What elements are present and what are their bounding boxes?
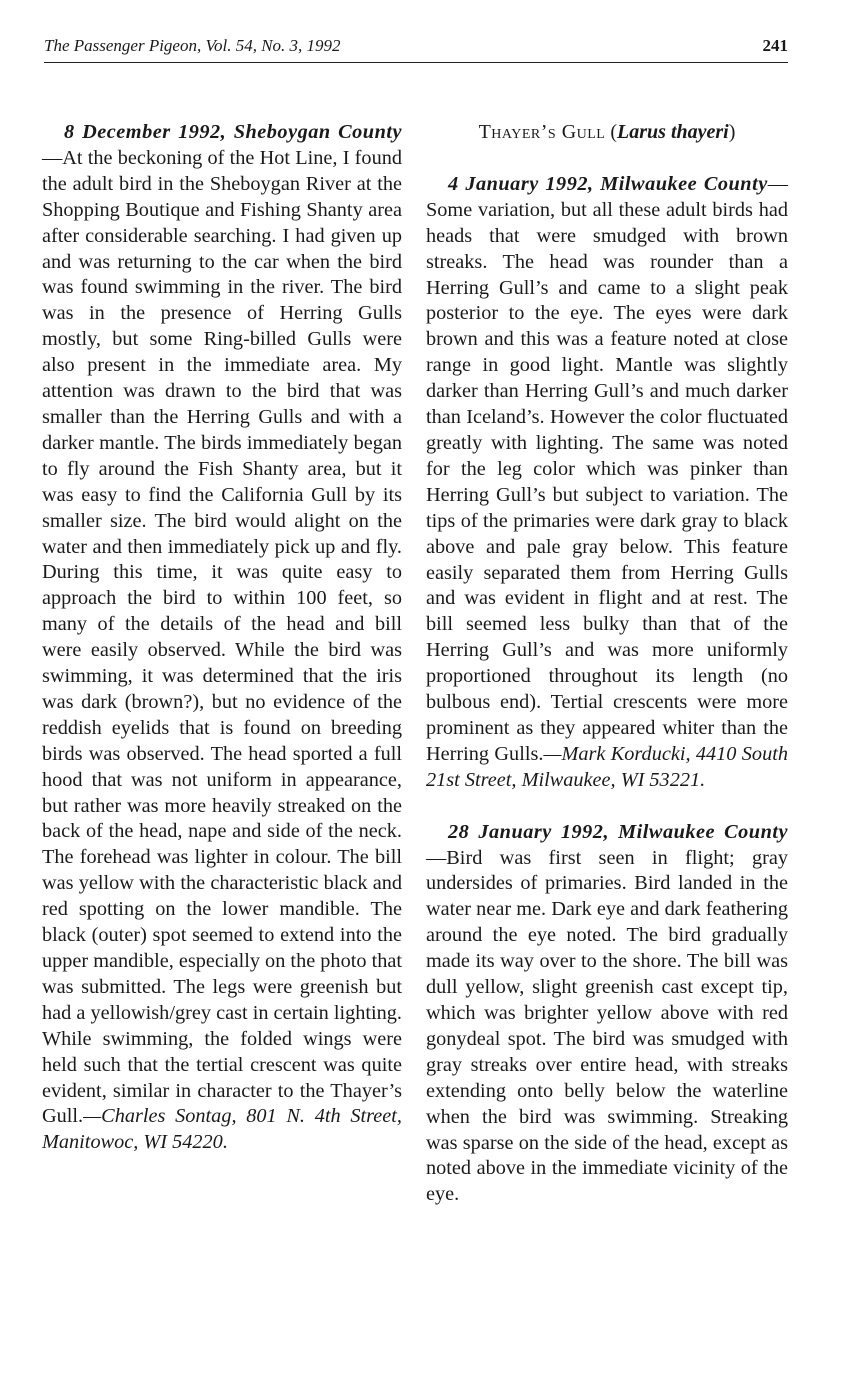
sighting-entry-milwaukee-2 — [426, 820, 788, 1209]
page-number: 241 — [762, 36, 788, 55]
left-column — [42, 120, 402, 1156]
paragraph-gap — [426, 794, 788, 820]
entry-signature: —Charles Sontag, 801 N. 4th Street, Manitowoc, WI 54220. — [42, 1105, 402, 1154]
sighting-entry-sheboygan — [42, 120, 402, 1156]
species-latin-name: Larus thayeri — [617, 121, 729, 143]
entry-body: —At the beckoning of the Hot Line, I found the adult bird in the Sheboygan River at the Shopping Boutique and Fishing Shanty area after considerable searching. I had given up and was returning to the car when the bird was found swimming in the river. The bird was in the presence of Herring Gulls mostly, but some Ring-billed Gulls were also present in the immediate area. My attention was drawn to the bird that was smaller than the Herring Gulls and with a darker mantle. The birds immediately began to fly around the Fish Shanty area, but it was easy to find the California Gull by its smaller size. The bird would alight on the water and then immediately pick up and fly. During this time, it was quite easy to approach the bird to within 100 feet, so many of the details of the head and bill were easily observed. While the bird was swimming, it was determined that the iris was dark (brown?), but no evidence of the reddish eyelids that is found on breeding birds was observed. The head sported a full hood that was not uniform in appearance, but rather was more heavily streaked on the back of the head, nape and side of the neck. The forehead was lighter in colour. The bill was yellow with the characteristic black and red spotting on the lower mandible. The black (outer) spot seemed to extend into the upper mandible, especially on the photo that was submitted. The legs were greenish but had a yellowish/grey cast in certain lighting. While swimming, the folded wings were held such that the tertial crescent was quite evident, similar in character to the Thayer’s Gull. — [42, 146, 402, 1128]
entry-lead: 8 December 1992, Sheboygan County — [64, 121, 402, 143]
running-header — [44, 36, 788, 56]
species-name: Thayer’s Gull — [478, 121, 606, 143]
header-rule — [44, 62, 788, 63]
entry-lead: 4 January 1992, Milwaukee County — [448, 172, 768, 195]
entry-body: —Bird was first seen in flight; gray undersides of primaries. Bird landed in the water near me. Dark eye and dark feathering around the eye noted. The bird gradually made its way over to the shore. The bill was dull yellow, slight greenish cast except tip, which was brighter yellow above with red gonydeal spot. The bird was smudged with gray streaks over entire head, with streaks extending onto belly below the waterline when the bird was swimming. Streaking was sparse on the side of the head, except as noted above in the immediate vicinity of the eye. — [426, 846, 788, 1206]
entry-signature: —Mark Korducki, 4410 South 21st Street, Milwaukee, WI 53221. — [426, 742, 788, 791]
sighting-entry-milwaukee-1 — [426, 172, 788, 794]
section-title: Thayer’s Gull (Larus thayeri) — [478, 121, 736, 143]
journal-citation: The Passenger Pigeon, Vol. 54, No. 3, 1992 — [44, 36, 341, 55]
entry-lead: 28 January 1992, Milwaukee County — [448, 820, 788, 843]
entry-body: —Some variation, but all these adult birds had heads that were smudged with brown streaks. The head was rounder than a Herring Gull’s and came to a slight peak posterior to the eye. The eyes were dark brown and this was a feature noted at close range in good light. Mantle was slightly darker than Herring Gull’s and much darker than Iceland’s. However the color fluctuated greatly with lighting. The same was noted for the leg color which was pinker than Herring Gull’s but subject to variation. The tips of the primaries were dark gray to black above and pale gray below. This feature easily separated them from Herring Gulls and was evident in flight and at rest. The bill seemed less bulky than that of the Herring Gull’s and was more uniformly proportioned throughout its length (no bulbous end). Tertial crescents were more prominent as they appeared whiter than the Herring Gulls. — [426, 172, 788, 765]
right-column — [426, 120, 788, 1208]
